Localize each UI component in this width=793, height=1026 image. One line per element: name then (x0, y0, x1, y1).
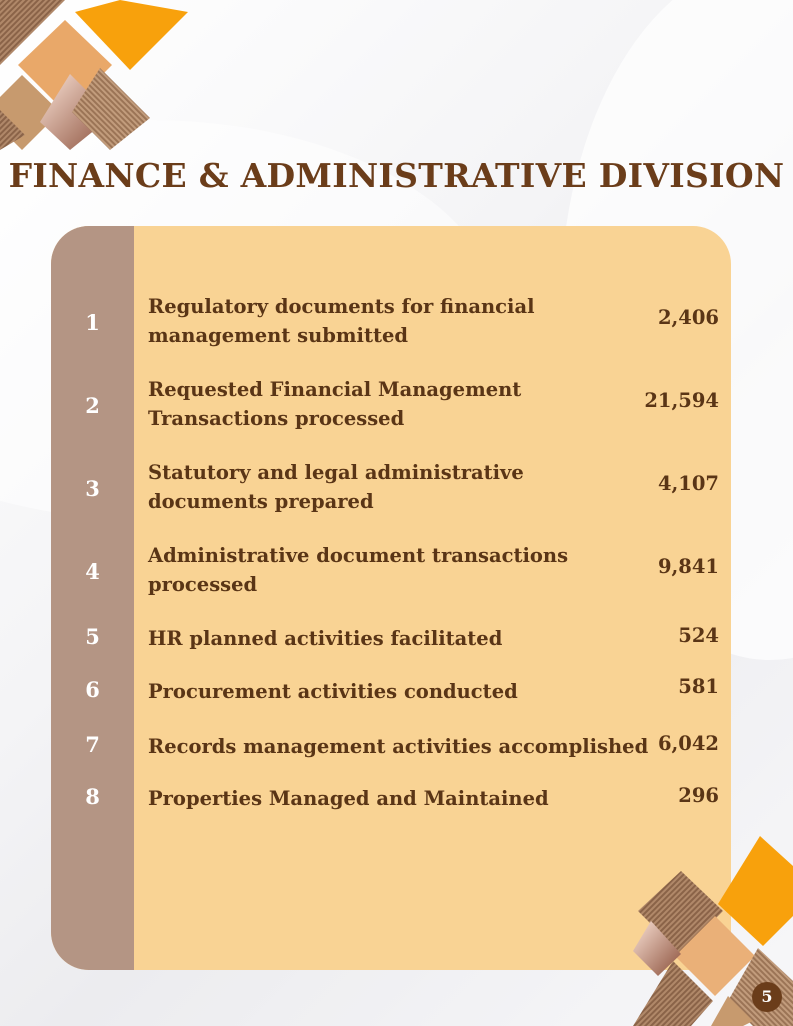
row-value: 2,406 (657, 306, 719, 329)
row-label: Requested Financial Management Transactions processed (148, 378, 522, 430)
row-number: 6 (85, 677, 100, 702)
number-column (51, 226, 134, 970)
page-number-badge: 5 (752, 982, 782, 1012)
row-number: 4 (85, 559, 100, 584)
row-number: 3 (85, 476, 100, 501)
row-number: 1 (85, 310, 100, 335)
row-label: Statutory and legal administrative documents prepared (148, 461, 524, 513)
metrics-panel (51, 226, 731, 970)
row-value: 581 (678, 675, 719, 698)
row-value: 524 (678, 624, 719, 647)
row-number: 5 (85, 624, 100, 649)
row-label: Procurement activities conducted (148, 680, 518, 703)
row-value: 296 (678, 784, 719, 807)
page-title: FINANCE & ADMINISTRATIVE DIVISION (8, 156, 785, 195)
row-label: Regulatory documents for financial management submitted (148, 295, 535, 347)
row-label: Administrative document transactions processed (148, 544, 569, 596)
decorative-tiles-top-left (0, 0, 200, 150)
row-number: 2 (85, 393, 100, 418)
row-number: 8 (85, 784, 100, 809)
row-label: Records management activities accomplished (148, 735, 649, 758)
row-value: 6,042 (657, 732, 719, 755)
row-value: 4,107 (657, 472, 719, 495)
row-value: 21,594 (644, 389, 719, 412)
row-label: Properties Managed and Maintained (148, 787, 549, 810)
row-number: 7 (85, 732, 100, 757)
row-value: 9,841 (657, 555, 719, 578)
row-label: HR planned activities facilitated (148, 627, 503, 650)
